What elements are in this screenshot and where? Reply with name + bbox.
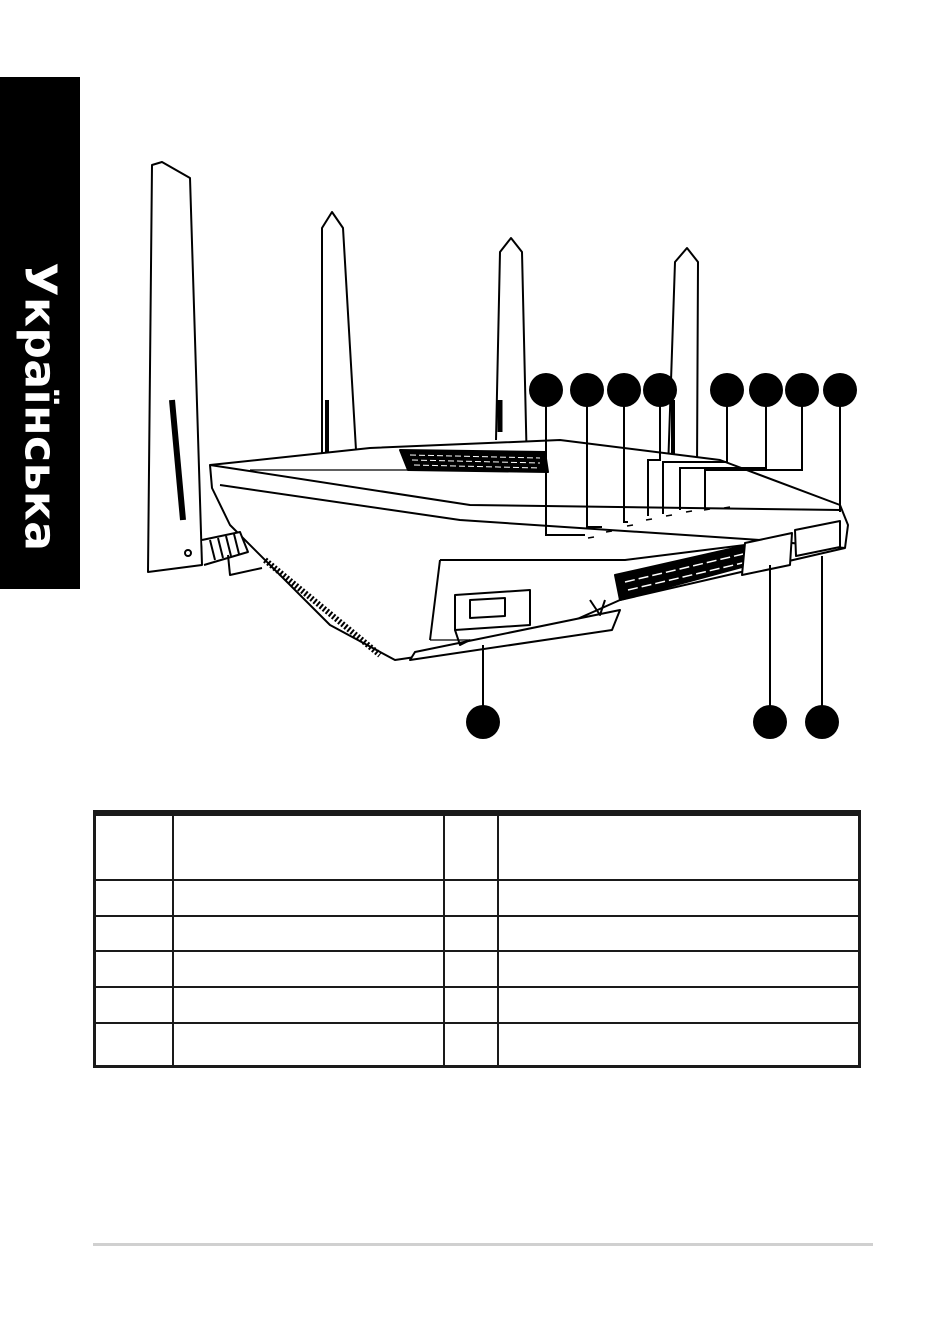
- header-cell: [173, 813, 444, 880]
- footer-rule: [93, 1243, 873, 1246]
- table-row: [95, 1023, 860, 1067]
- table-cell: [173, 987, 444, 1023]
- table-cell: [498, 987, 859, 1023]
- table-cell: [498, 880, 859, 916]
- table-cell: [95, 987, 173, 1023]
- table-cell: [444, 880, 498, 916]
- callout-marker: [710, 373, 744, 407]
- table-cell: [173, 880, 444, 916]
- table-cell: [498, 916, 859, 952]
- language-label: Українська: [14, 262, 66, 552]
- callout-marker: [607, 373, 641, 407]
- table-cell: [444, 951, 498, 987]
- antenna-3: [496, 238, 527, 470]
- table-cell: [498, 1023, 859, 1067]
- header-cell: [498, 813, 859, 880]
- table-header-row: [95, 813, 860, 880]
- table-cell: [95, 916, 173, 952]
- top-vent: [400, 450, 548, 472]
- table-cell: [95, 1023, 173, 1067]
- callout-marker: [529, 373, 563, 407]
- table-cell: [444, 987, 498, 1023]
- callout-marker: [823, 373, 857, 407]
- table-cell: [173, 916, 444, 952]
- table-cell: [173, 1023, 444, 1067]
- table-cell: [173, 951, 444, 987]
- callout-marker: [749, 373, 783, 407]
- callout-marker: [570, 373, 604, 407]
- table-row: [95, 916, 860, 952]
- callout-marker: [805, 705, 839, 739]
- usb-port: [470, 598, 505, 618]
- antenna-1: [148, 162, 202, 572]
- table-row: [95, 880, 860, 916]
- table-cell: [95, 951, 173, 987]
- table-cell: [95, 880, 173, 916]
- table-row: [95, 951, 860, 987]
- callout-marker: [643, 373, 677, 407]
- header-cell: [444, 813, 498, 880]
- table-row: [95, 987, 860, 1023]
- table-cell: [498, 951, 859, 987]
- legend-table: [93, 810, 861, 1068]
- header-cell: [95, 813, 173, 880]
- callout-marker: [753, 705, 787, 739]
- table-cell: [444, 1023, 498, 1067]
- callout-marker: [785, 373, 819, 407]
- table-cell: [444, 916, 498, 952]
- callout-marker: [466, 705, 500, 739]
